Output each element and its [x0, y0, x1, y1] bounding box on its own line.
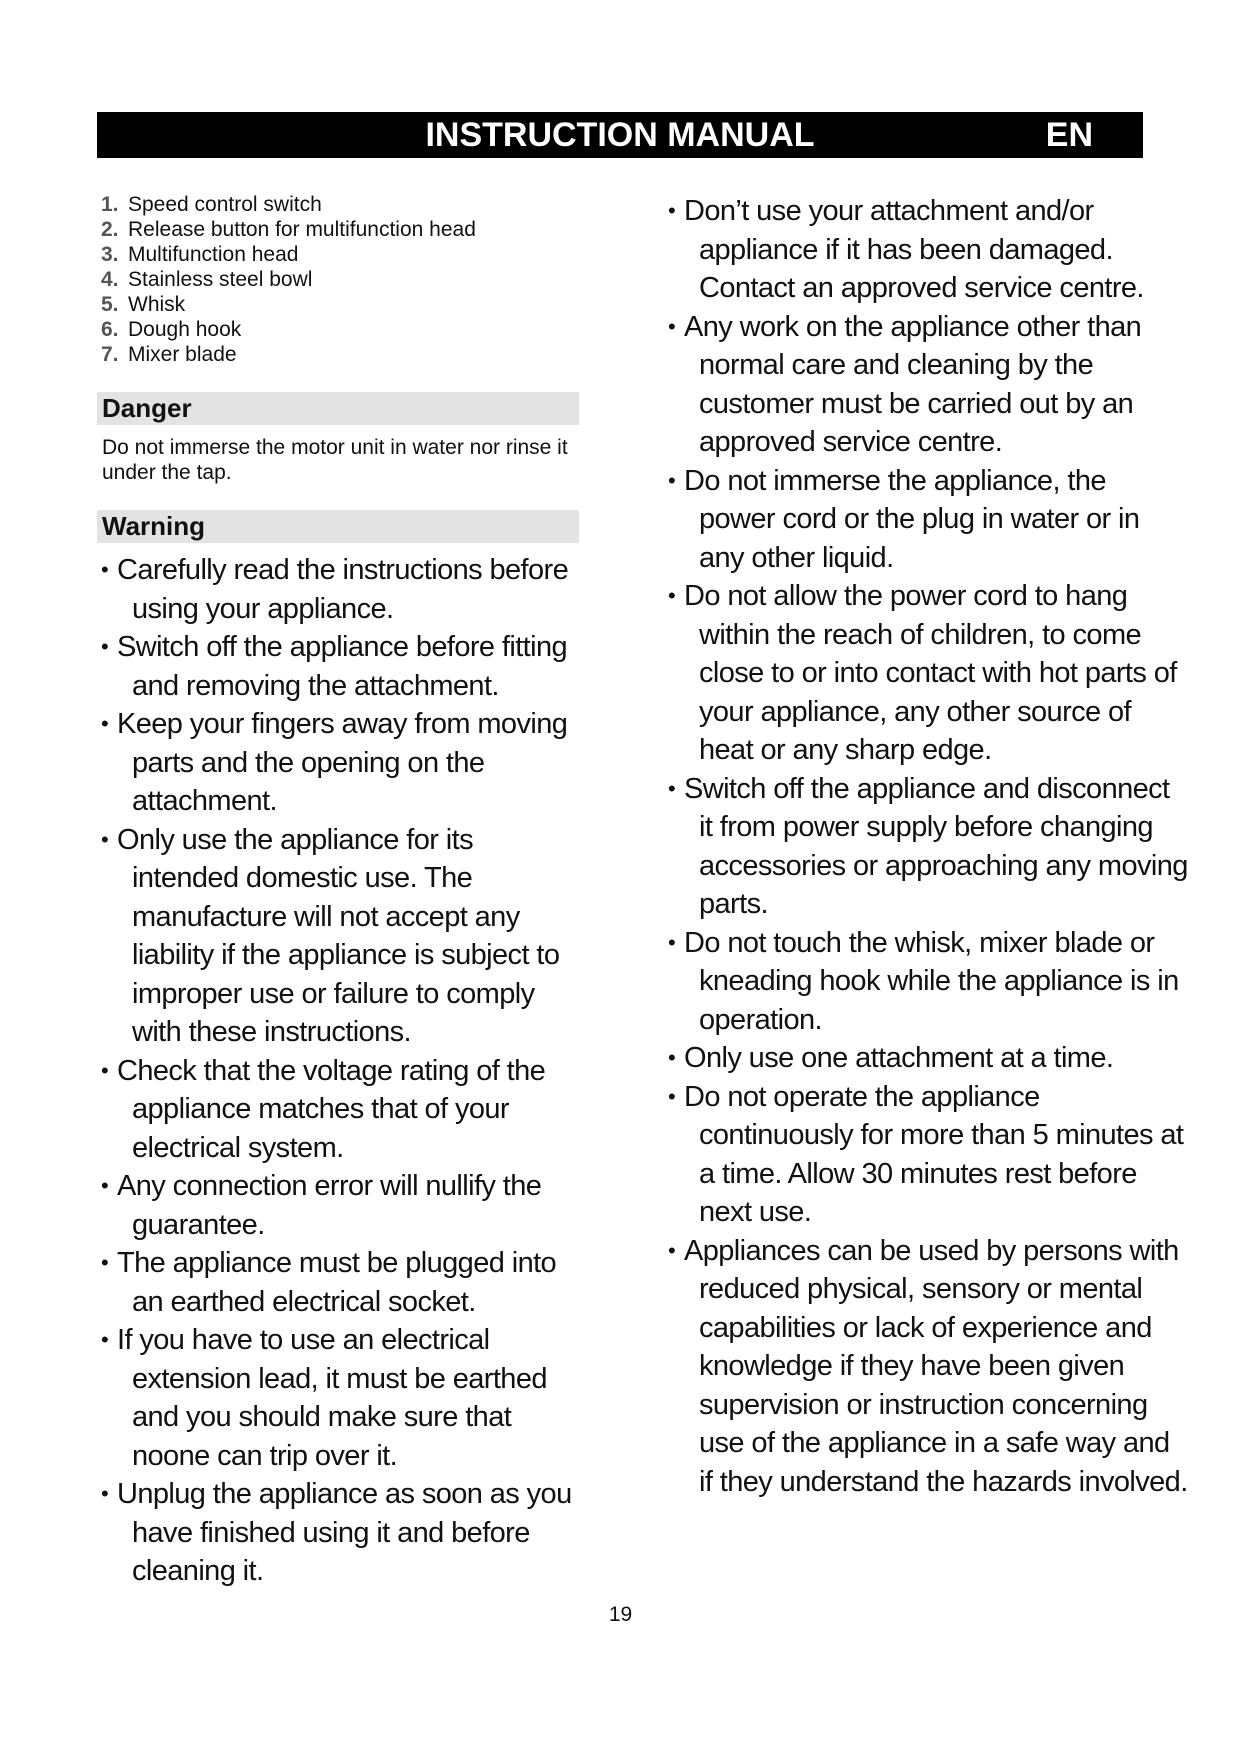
part-number: 1. — [101, 193, 119, 216]
warning-text: Keep your fingers away from moving parts and the opening on the attachment. — [117, 708, 568, 817]
warning-list-right — [668, 192, 1188, 1501]
list-item — [101, 1052, 579, 1168]
list-item — [668, 770, 1188, 924]
list-item — [101, 1321, 579, 1475]
list-item — [101, 1167, 579, 1244]
list-item — [668, 192, 1188, 308]
left-column — [97, 192, 579, 1591]
warning-text: Switch off the appliance and disconnect it from power supply before changing accessories or approaching any moving parts. — [684, 772, 1188, 920]
parts-list — [97, 192, 579, 367]
warning-text: Appliances can be used by persons with reduced physical, sensory or mental capabilities or lack of experience and knowledge if they have been given supervision or instruction concerning use of the appliance in a safe way and if they understand the hazards involved. — [684, 1234, 1188, 1498]
part-number: 6. — [101, 318, 119, 341]
warning-text: Any connection error will nullify the guarantee. — [117, 1170, 542, 1241]
warning-text: Don’t use your attachment and/or appliance if it has been damaged. Contact an approved service centre. — [684, 195, 1144, 304]
part-label: Stainless steel bowl — [128, 268, 313, 291]
list-item — [668, 1078, 1188, 1232]
header-title: INSTRUCTION MANUAL — [425, 116, 815, 154]
warning-text: Check that the voltage rating of the appliance matches that of your electrical system. — [117, 1054, 546, 1164]
list-item — [101, 1475, 579, 1591]
warning-text: Unplug the appliance as soon as you have finished using it and before cleaning it. — [117, 1478, 572, 1587]
warning-text: Only use the appliance for its intended domestic use. The manufacture will not accept any liability if the appliance is subject to improper use or failure to comply with these instructions. — [117, 823, 560, 1048]
part-label: Mixer blade — [128, 343, 237, 366]
list-item — [101, 551, 579, 628]
warning-text: Only use one attachment at a time. — [684, 1042, 1114, 1074]
warning-text: Do not immerse the appliance, the power cord or the plug in water or in any other liquid. — [684, 464, 1140, 574]
part-number: 5. — [101, 293, 119, 316]
list-item — [97, 192, 579, 217]
warning-text: Do not operate the appliance continuously for more than 5 minutes at a time. Allow 30 minutes rest before next use. — [684, 1080, 1184, 1228]
list-item — [668, 1232, 1188, 1502]
list-item — [668, 924, 1188, 1040]
part-label: Multifunction head — [128, 243, 299, 266]
part-label: Whisk — [128, 293, 186, 316]
list-item — [101, 628, 579, 705]
part-number: 4. — [101, 268, 119, 291]
warning-text: The appliance must be plugged into an earthed electrical socket. — [117, 1247, 557, 1318]
list-item — [668, 1039, 1188, 1078]
part-label: Speed control switch — [128, 193, 322, 216]
part-number: 2. — [101, 218, 119, 241]
right-column — [668, 192, 1188, 1501]
list-item — [668, 308, 1188, 462]
manual-header — [97, 112, 1143, 158]
warning-heading: Warning — [97, 510, 579, 543]
danger-text: Do not immerse the motor unit in water nor rinse it under the tap. — [102, 436, 568, 484]
list-item — [101, 705, 579, 821]
language-code: EN — [1045, 116, 1093, 154]
warning-text: Do not touch the whisk, mixer blade or kneading hook while the appliance is in operation. — [684, 926, 1179, 1036]
part-number: 3. — [101, 243, 119, 266]
page-number: 19 — [608, 1603, 633, 1626]
list-item — [668, 462, 1188, 578]
list-item — [668, 577, 1188, 770]
warning-text: If you have to use an electrical extension lead, it must be earthed and you should make sure that noone can trip over it. — [117, 1324, 547, 1472]
part-label: Release button for multifunction head — [128, 218, 476, 241]
list-item — [97, 242, 579, 267]
warning-text: Any work on the appliance other than normal care and cleaning by the customer must be carried out by an approved service centre. — [684, 310, 1142, 458]
warning-text: Switch off the appliance before fitting and removing the attachment. — [117, 631, 568, 702]
list-item — [101, 1244, 579, 1321]
warning-text: Do not allow the power cord to hang within the reach of children, to come close to or into contact with hot parts of your appliance, any other source of heat or any sharp edge. — [684, 580, 1177, 766]
list-item — [101, 821, 579, 1052]
warning-text: Carefully read the instructions before using your appliance. — [117, 554, 569, 625]
list-item — [97, 342, 579, 367]
list-item — [97, 217, 579, 242]
part-label: Dough hook — [128, 318, 242, 341]
danger-heading: Danger — [97, 392, 579, 425]
list-item — [97, 267, 579, 292]
part-number: 7. — [101, 343, 119, 366]
warning-list-left — [97, 551, 579, 1591]
list-item — [97, 317, 579, 342]
list-item — [97, 292, 579, 317]
